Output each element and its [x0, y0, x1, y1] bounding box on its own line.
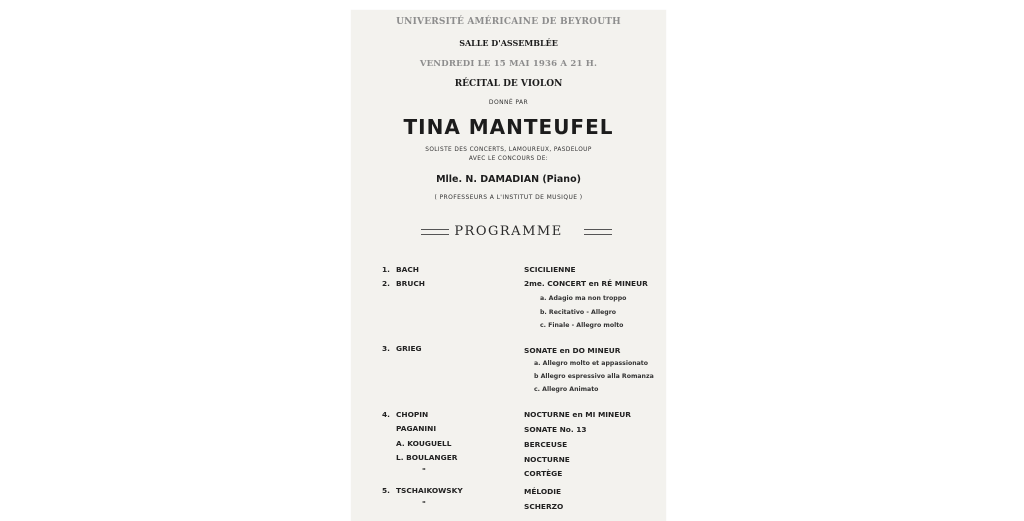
work-title: SCHERZO — [524, 502, 564, 511]
work-title: SONATE No. 13 — [524, 425, 587, 434]
work-title: NOCTURNE — [524, 455, 570, 464]
composer-name: CHOPIN — [396, 410, 429, 419]
item-number: 2. — [382, 279, 390, 288]
university-name: UNIVERSITÉ AMÉRICAINE DE BEYROUTH — [396, 17, 621, 27]
composer-name: L. BOULANGER — [396, 453, 458, 462]
soloist-line: SOLISTE DES CONCERTS, LAMOUREUX, PASDELOUP — [425, 147, 592, 153]
programme-rule-right-bottom — [584, 234, 612, 235]
ditto-mark: " — [422, 466, 426, 475]
item-number: 3. — [382, 344, 390, 353]
composer-name: GRIEG — [396, 344, 422, 353]
movement-line: c. Finale - Allegro molto — [540, 322, 624, 329]
work-title: SONATE en DO MINEUR — [524, 346, 621, 355]
performer-name: TINA MANTEUFEL — [403, 115, 614, 139]
movement-line: b. Recitativo - Allegro — [540, 309, 617, 316]
item-number: 5. — [382, 486, 390, 495]
accompanist-name: Mlle. N. DAMADIAN (Piano) — [436, 174, 581, 185]
work-title: SCICILIENNE — [524, 265, 576, 274]
event-date: VENDREDI LE 15 MAI 1936 A 21 H. — [419, 59, 598, 69]
composer-name: A. KOUGUELL — [396, 439, 452, 448]
recital-title: RÉCITAL DE VIOLON — [454, 79, 563, 89]
work-title: CORTÈGE — [524, 469, 563, 478]
work-title: MÉLODIE — [524, 487, 562, 496]
ditto-mark: " — [422, 499, 426, 508]
programme-rule-right-top — [584, 229, 612, 230]
work-title: BERCEUSE — [524, 440, 568, 449]
composer-name: TSCHAIKOWSKY — [396, 486, 463, 495]
work-title: NOCTURNE en MI MINEUR — [524, 410, 631, 419]
given-by-label: DONNÉ PAR — [488, 99, 529, 106]
composer-name: PAGANINI — [396, 424, 437, 433]
composer-name: BACH — [396, 265, 419, 274]
composer-name: BRUCH — [396, 279, 425, 288]
movement-line: c. Allegro Animato — [534, 386, 599, 393]
with-line: AVEC LE CONCOURS DE: — [468, 156, 549, 162]
hall-name: SALLE D'ASSEMBLÉE — [459, 38, 558, 48]
programme-heading-block — [351, 224, 666, 244]
movement-line: a. Adagio ma non troppo — [540, 295, 627, 302]
item-number: 4. — [382, 410, 390, 419]
concert-programme-sheet — [351, 10, 666, 521]
movement-line: a. Allegro molto et appassionato — [534, 360, 649, 367]
professors-line: ( PROFESSEURS A L'INSTITUT DE MUSIQUE ) — [434, 194, 583, 201]
movement-line: b Allegro espressivo alla Romanza — [534, 373, 654, 380]
programme-heading: PROGRAMME — [454, 224, 563, 239]
item-number: 1. — [382, 265, 390, 274]
work-title: 2me. CONCERT en RÉ MINEUR — [524, 279, 648, 288]
